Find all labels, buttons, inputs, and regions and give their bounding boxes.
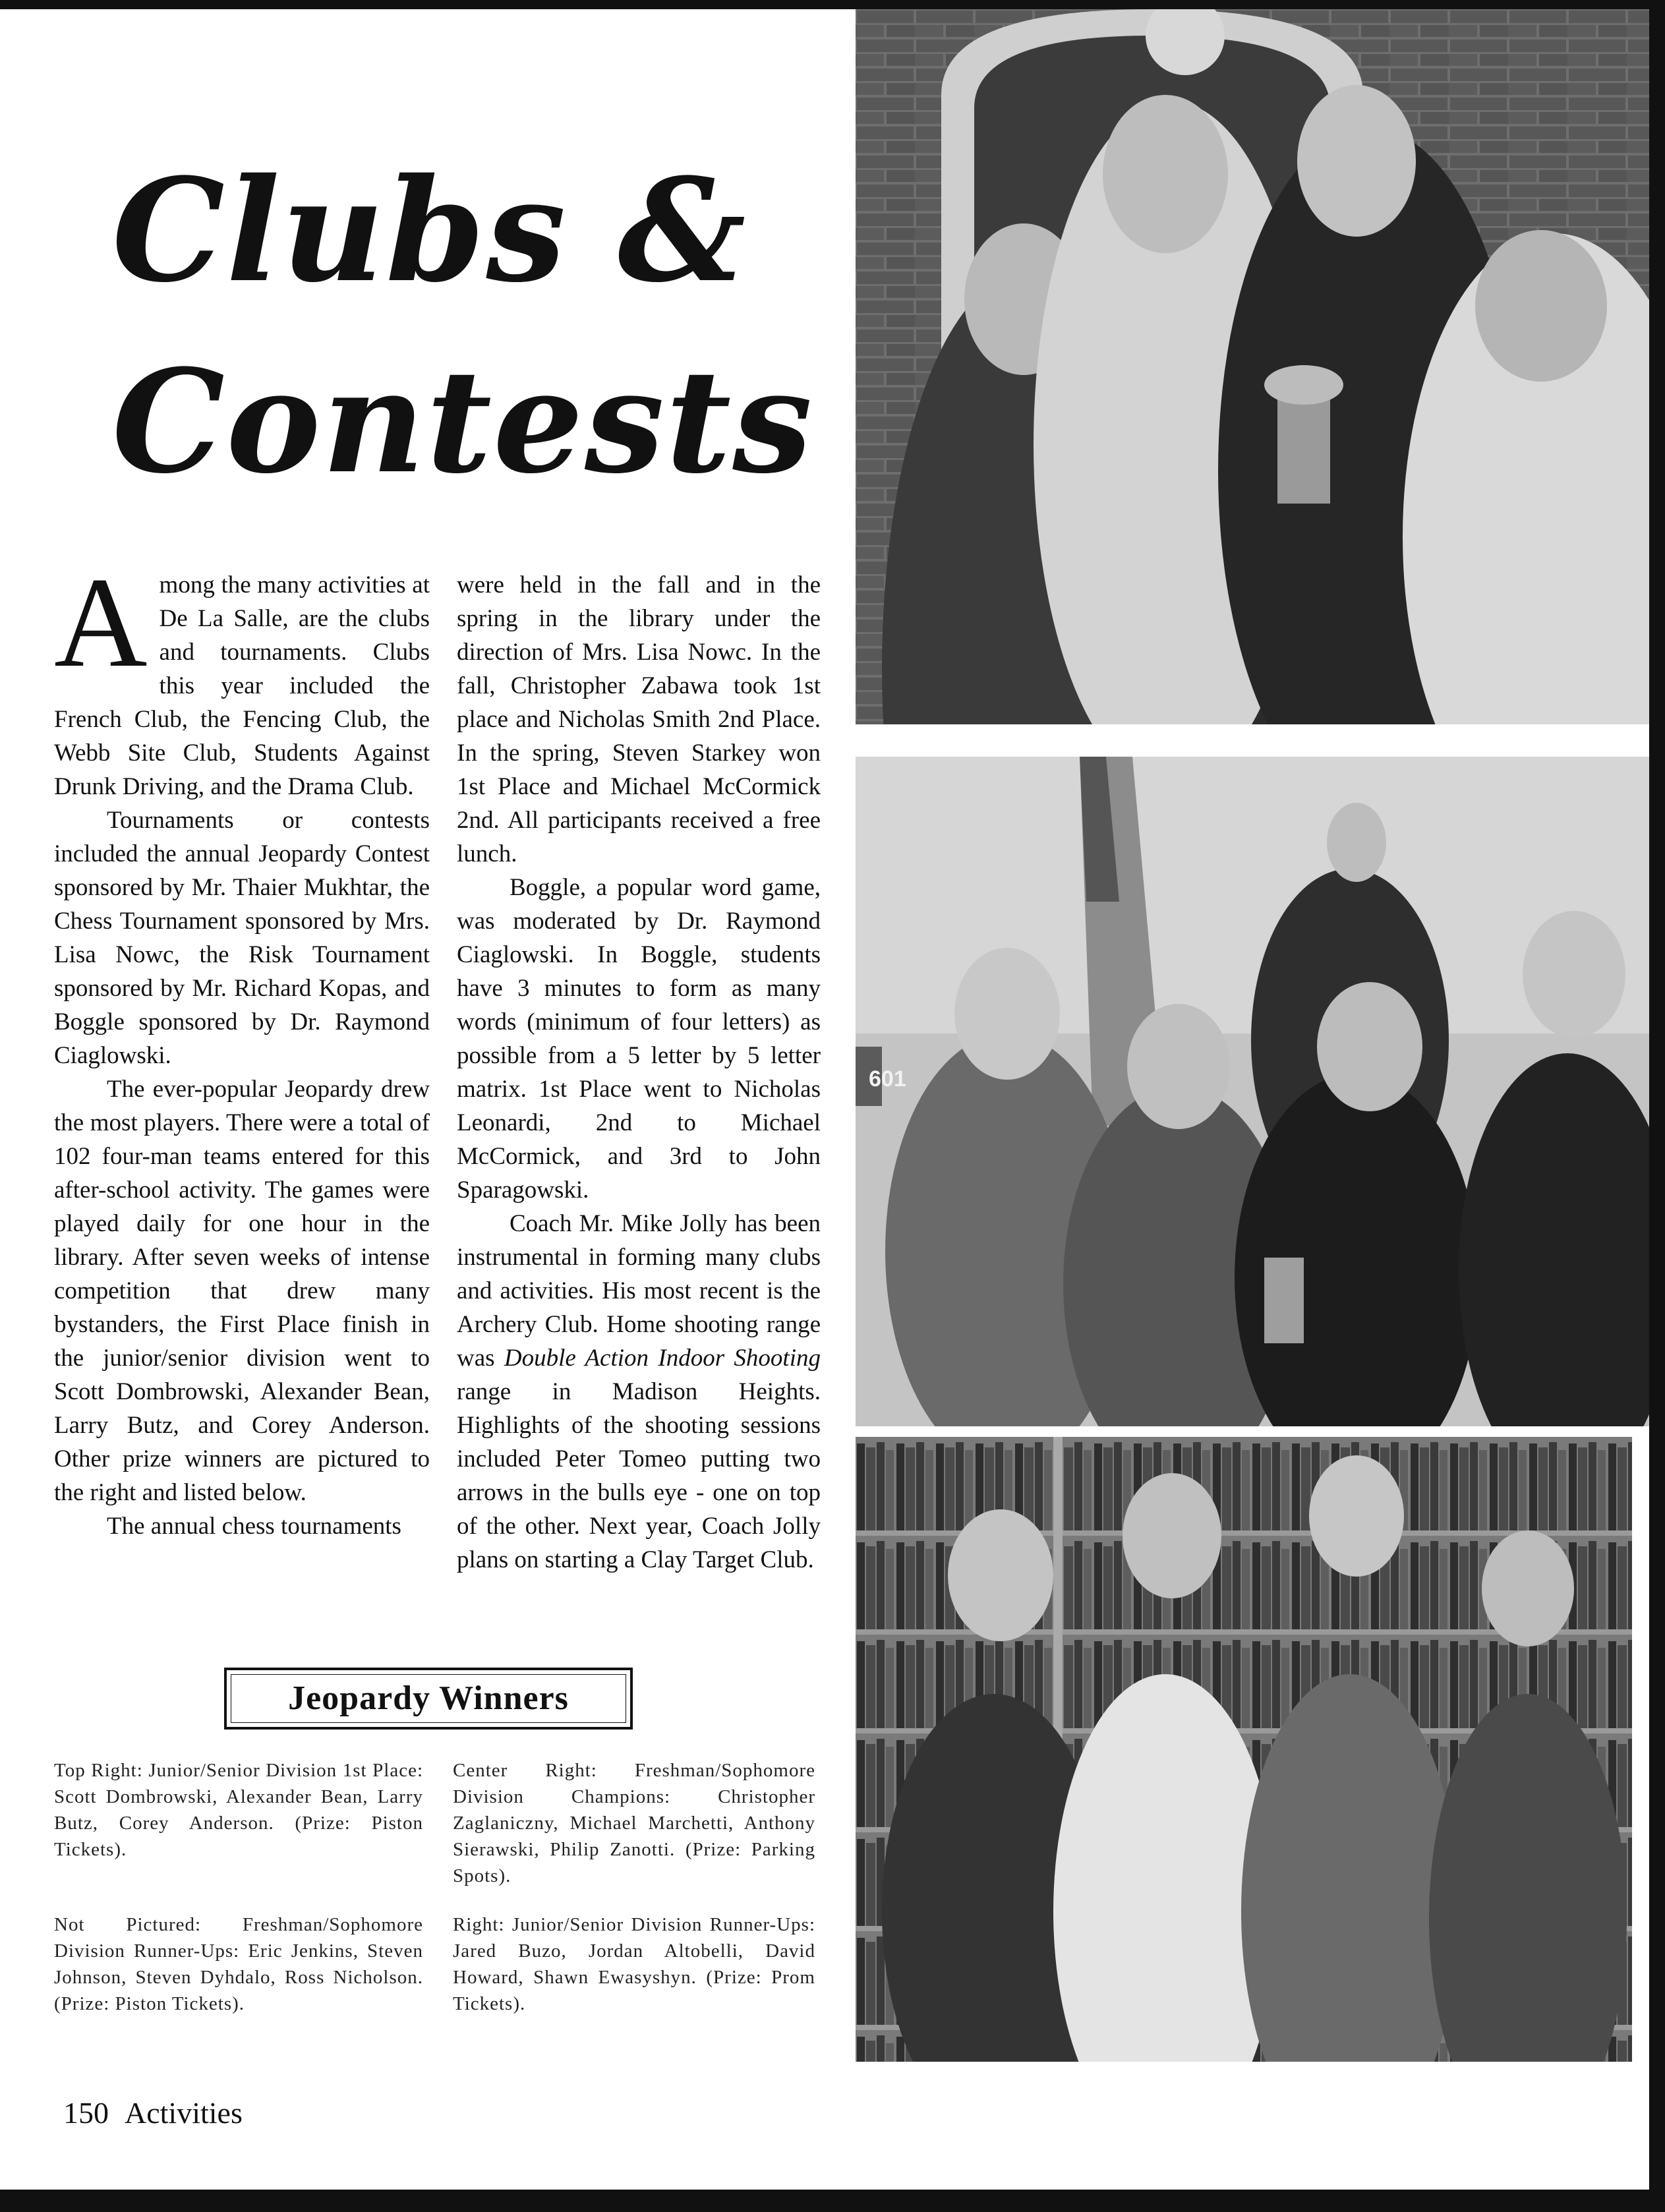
page-title-line-1: Clubs & — [112, 147, 747, 314]
article-paragraph-text: mong the many activities at De La Salle, are the clubs and tournaments. Clubs this year included the French Club, the Fencing Club, the Webb Site Club, Students Against Drunk Driving, and the Drama Club. — [54, 571, 430, 800]
article-paragraph — [457, 1207, 821, 1577]
drop-cap: A — [54, 551, 148, 694]
photo-junior-senior-winners-image — [856, 9, 1649, 724]
article-right-column — [457, 568, 821, 1577]
photo-junior-senior-runner-ups-image — [856, 1437, 1632, 2062]
article-paragraph: were held in the fall and in the spring in the library under the direction of Mrs. Lisa Nowc. In the fall, Christopher Zabawa took 1st place and Nicholas Smith 2nd Place. In the spring, Steven Starkey won 1st Place and Michael McCormick 2nd. All participants received a free lunch. — [457, 571, 821, 867]
page-frame-bottom — [0, 2190, 1665, 2212]
article-text: range in Madison Heights. Highlights of the shooting sessions included Peter Tomeo putting two arrows in the bulls eye - one on top of the other. Next year, Coach Jolly plans on starting a Clay Target Club. — [457, 1378, 821, 1573]
photo-freshman-sophomore-champions-image — [856, 757, 1649, 1426]
caption-top-right: Center Right: Freshman/Sophomore Division Champions: Christopher Zaglaniczny, Michael Marchetti, Anthony Sierawski, Philip Zanotti. (Prize: Parking Spots). — [453, 1760, 815, 1886]
article-text: Coach Mr. Mike Jolly has been instrumental in forming many clubs and activities. His most recent is the Archery Club. Home shooting range was — [457, 1210, 821, 1372]
caption-top-left: Top Right: Junior/Senior Division 1st Place: Scott Dombrowski, Alexander Bean, Larry Butz, Corey Anderson. (Prize: Piston Tickets). — [54, 1760, 423, 1860]
photo-freshman-sophomore-champions — [856, 757, 1649, 1426]
room-number: 601 — [869, 1066, 906, 1091]
photo-junior-senior-runner-ups — [856, 1437, 1632, 2062]
photo-junior-senior-winners — [856, 9, 1649, 724]
article-paragraph: Tournaments or contests included the annual Jeopardy Contest sponsored by Mr. Thaier Mukhtar, the Chess Tournament sponsored by Mrs. Lisa Nowc, the Risk Tournament sponsored by Mr. Richard Kopas, and Boggle sponsored by Dr. Raymond Ciaglowski. — [54, 807, 430, 1069]
article-paragraph: The annual chess tournaments — [107, 1513, 401, 1540]
page-folio — [63, 2095, 258, 2132]
article-paragraph: The ever-popular Jeopardy drew the most players. There were a total of 102 four-man teams entered for this after-school activity. The games were played daily for one hour in the library. After seven weeks of intense competition that drew many bystanders, the First Place finish in the junior/senior division went to Scott Dombrowski, Alexander Bean, Larry Butz, and Corey Anderson. Other prize winners are pictured to the right and listed below. — [54, 1076, 430, 1506]
page-frame-top — [0, 0, 1665, 9]
page-frame-right — [1649, 0, 1665, 2212]
page-number: 150 — [63, 2096, 109, 2130]
page-title — [112, 135, 814, 517]
caption-bottom-left: Not Pictured: Freshman/Sophomore Division Runner-Ups: Eric Jenkins, Steven Johnson, Steven Dyhdalo, Ross Nicholson. (Prize: Piston Tickets). — [54, 1914, 423, 2014]
article-paragraph: Boggle, a popular word game, was moderated by Dr. Raymond Ciaglowski. In Boggle, students have 3 minutes to form as many words (minimum of four letters) as possible from a 5 letter by 5 letter matrix. 1st Place went to Nicholas Leonardi, 2nd to Michael McCormick, and 3rd to John Sparagowski. — [457, 874, 821, 1204]
article-italic-text: Double Action Indoor Shooting — [504, 1345, 821, 1372]
caption-bottom-right: Right: Junior/Senior Division Runner-Ups: Jared Buzo, Jordan Altobelli, David Howard, Shawn Ewasyshyn. (Prize: Prom Tickets). — [453, 1914, 815, 2014]
article-paragraph — [54, 551, 430, 803]
jeopardy-winners-heading: Jeopardy Winners — [224, 1668, 633, 1730]
page-title-line-2: Contests — [112, 338, 814, 505]
article-left-column — [54, 551, 430, 1543]
section-name: Activities — [125, 2096, 243, 2130]
